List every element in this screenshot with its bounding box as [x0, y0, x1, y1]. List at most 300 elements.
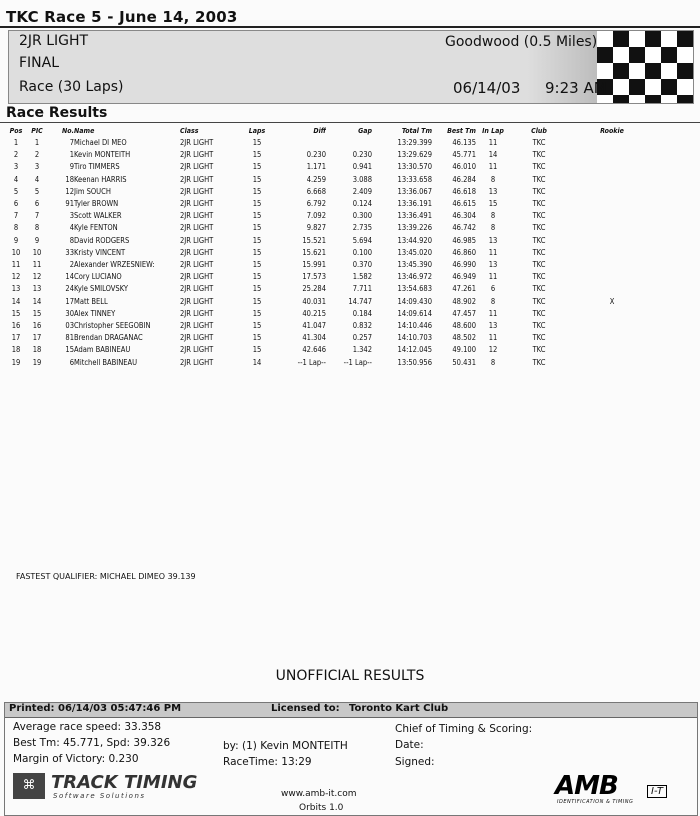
- race-name: Race (30 Laps): [19, 79, 124, 95]
- cell-pos: 9: [13, 235, 19, 245]
- cell-diff: 6.792: [306, 199, 326, 209]
- race-time: 9:23 AM: [545, 79, 607, 97]
- cell-club: TKC: [532, 296, 546, 306]
- table-row: [6, 198, 656, 210]
- cell-pos: 8: [13, 223, 19, 233]
- cell-rookie: [568, 283, 656, 295]
- cell-rookie: [568, 259, 656, 271]
- cell-best-time: 46.985: [452, 235, 476, 245]
- race-banner: [8, 30, 694, 104]
- cell-pic: 14: [32, 296, 42, 306]
- table-row: [6, 344, 656, 356]
- cell-diff: 41.304: [302, 333, 326, 343]
- cell-number: 12: [65, 186, 74, 196]
- footer-bar: [5, 703, 697, 718]
- cell-name: Keenan HARRIS: [74, 174, 127, 184]
- cell-number: 1: [69, 150, 74, 160]
- cell-class: 2JR LIGHT: [180, 162, 214, 172]
- cell-in-lap: 12: [488, 345, 498, 355]
- cell-class: 2JR LIGHT: [180, 357, 214, 367]
- cell-club: TKC: [532, 235, 546, 245]
- amb-logo-it: I-T: [647, 785, 667, 798]
- cell-total-time: 13:54.683: [397, 284, 432, 294]
- cell-in-lap: 11: [488, 333, 498, 343]
- cell-rookie: [568, 186, 656, 198]
- cell-gap: 0.184: [352, 308, 372, 318]
- cell-in-lap: 8: [490, 211, 496, 221]
- cell-class: 2JR LIGHT: [180, 138, 214, 147]
- cell-in-lap: 11: [488, 272, 498, 282]
- cell-best-time: 46.990: [452, 260, 476, 270]
- cell-gap: 14.747: [348, 296, 372, 306]
- race-time-total: RaceTime: 13:29: [223, 756, 312, 768]
- cell-best-time: 46.010: [452, 162, 476, 172]
- cell-diff: 17.573: [302, 272, 326, 282]
- cell-rookie: [568, 332, 656, 344]
- table-row: [6, 296, 656, 308]
- cell-diff: 15.521: [302, 235, 326, 245]
- cell-class: 2JR LIGHT: [180, 199, 214, 209]
- column-header-number: No.: [62, 127, 74, 135]
- cell-rookie: X: [609, 296, 615, 306]
- cell-club: TKC: [532, 308, 546, 318]
- cell-in-lap: 13: [488, 235, 498, 245]
- cell-club: TKC: [532, 272, 546, 282]
- column-header-best-time: Best Tm: [447, 127, 476, 135]
- cell-pic: 10: [32, 247, 42, 257]
- footer-panel: [4, 702, 698, 816]
- table-row: [6, 210, 656, 222]
- track-name: Goodwood (0.5 Miles): [445, 34, 598, 50]
- cell-laps: 15: [252, 284, 262, 294]
- cell-in-lap: 11: [488, 162, 498, 172]
- cell-diff: 40.215: [302, 308, 326, 318]
- cell-best-time: 50.431: [452, 357, 476, 367]
- cell-total-time: 13:45.020: [397, 247, 432, 257]
- cell-club: TKC: [532, 199, 546, 209]
- cell-name: Alex TINNEY: [74, 308, 116, 318]
- table-row: [6, 186, 656, 198]
- cell-pic: 3: [34, 162, 40, 172]
- average-speed: Average race speed: 33.358: [13, 721, 162, 733]
- cell-rookie: [568, 320, 656, 332]
- cell-total-time: 13:36.067: [397, 186, 432, 196]
- column-header-total-time: Total Tm: [401, 127, 432, 135]
- cell-diff: 7.092: [306, 211, 326, 221]
- cell-club: TKC: [532, 321, 546, 331]
- race-date: 06/14/03: [453, 79, 521, 97]
- cell-laps: 15: [252, 333, 262, 343]
- cell-club: TKC: [532, 260, 546, 270]
- cell-club: TKC: [532, 223, 546, 233]
- cell-gap: 1.582: [352, 272, 372, 282]
- table-row: [6, 137, 656, 149]
- cell-pos: 13: [11, 284, 21, 294]
- cell-name: Tyler BROWN: [74, 199, 119, 209]
- cell-best-time: 49.100: [452, 345, 476, 355]
- cell-rookie: [568, 357, 656, 369]
- cell-total-time: 14:10.446: [397, 321, 432, 331]
- cell-class: 2JR LIGHT: [180, 186, 214, 196]
- cell-laps: 14: [252, 357, 262, 367]
- cell-name: Matt BELL: [74, 296, 108, 306]
- cell-best-time: 48.902: [452, 296, 476, 306]
- cell-best-time: 48.502: [452, 333, 476, 343]
- cell-total-time: 13:36.491: [397, 211, 432, 221]
- cell-number: 17: [65, 296, 74, 306]
- cell-total-time: 13:39.226: [397, 223, 432, 233]
- track-timing-logo: [13, 769, 213, 803]
- cell-club: TKC: [532, 162, 546, 172]
- table-row: [6, 161, 656, 173]
- cell-laps: 15: [252, 162, 262, 172]
- cell-best-time: 46.949: [452, 272, 476, 282]
- cell-pic: 16: [32, 321, 42, 331]
- cell-rookie: [568, 308, 656, 320]
- cell-number: 7: [69, 138, 74, 147]
- cell-pos: 3: [13, 162, 19, 172]
- table-row: [6, 235, 656, 247]
- cell-pic: 1: [34, 138, 40, 147]
- cell-gap: 2.409: [352, 186, 372, 196]
- margin-of-victory: Margin of Victory: 0.230: [13, 753, 139, 765]
- cell-gap: 0.100: [352, 247, 372, 257]
- cell-name: Scott WALKER: [74, 211, 122, 221]
- checkered-flag-icon: [597, 31, 693, 103]
- cell-diff: 9.827: [306, 223, 326, 233]
- cell-number: 14: [65, 272, 74, 282]
- cell-in-lap: 8: [490, 223, 496, 233]
- cell-diff: 15.621: [302, 247, 326, 257]
- cell-pos: 10: [11, 247, 21, 257]
- cell-laps: 15: [252, 150, 262, 160]
- cell-laps: 15: [252, 260, 262, 270]
- amb-logo: [555, 771, 685, 807]
- cell-class: 2JR LIGHT: [180, 296, 214, 306]
- column-header-class: Class: [180, 127, 199, 135]
- column-header-in-lap: In Lap: [482, 127, 504, 135]
- signed-label: Signed:: [395, 756, 435, 768]
- cell-in-lap: 11: [488, 308, 498, 318]
- cell-laps: 15: [252, 223, 262, 233]
- cell-diff: 15.991: [302, 260, 326, 270]
- cell-total-time: 14:10.703: [397, 333, 432, 343]
- track-timing-logo-text: TRACK TIMING: [51, 772, 198, 793]
- table-row: [6, 320, 656, 332]
- cell-best-time: 46.860: [452, 247, 476, 257]
- cell-pos: 7: [13, 211, 19, 221]
- amb-logo-text: AMB: [555, 771, 618, 801]
- cell-name: David RODGERS: [74, 235, 130, 245]
- cell-number: 03: [65, 321, 74, 331]
- column-header-name: Name: [74, 127, 95, 135]
- class-name: 2JR LIGHT: [19, 33, 89, 49]
- cell-gap: 0.257: [352, 333, 372, 343]
- cell-class: 2JR LIGHT: [180, 284, 214, 294]
- cell-name: Brendan DRAGANAC: [74, 333, 143, 343]
- cell-in-lap: 13: [488, 186, 498, 196]
- column-header-gap: Gap: [358, 127, 372, 135]
- cell-club: TKC: [532, 284, 546, 294]
- cell-number: 4: [69, 223, 74, 233]
- header-divider: [0, 26, 700, 28]
- cell-name: Mitchell BABINEAU: [74, 357, 138, 367]
- cell-class: 2JR LIGHT: [180, 333, 214, 343]
- cell-club: TKC: [532, 211, 546, 221]
- cell-pos: 1: [13, 138, 19, 147]
- licensed-to: Toronto Kart Club: [349, 703, 449, 714]
- cell-gap: 0.230: [352, 150, 372, 160]
- cell-laps: 15: [252, 296, 262, 306]
- cell-in-lap: 8: [490, 174, 496, 184]
- cell-in-lap: 11: [488, 247, 498, 257]
- fastest-qualifier: FASTEST QUALIFIER: MICHAEL DIMEO 39.139: [16, 572, 196, 581]
- cell-class: 2JR LIGHT: [180, 174, 214, 184]
- cell-gap: --1 Lap--: [343, 357, 372, 367]
- table-row: [6, 332, 656, 344]
- cell-pos: 17: [11, 333, 21, 343]
- cell-total-time: 13:30.570: [397, 162, 432, 172]
- cell-diff: 6.668: [306, 186, 326, 196]
- cell-rookie: [568, 198, 656, 210]
- amb-logo-subtitle: IDENTIFICATION & TIMING: [557, 799, 634, 805]
- column-header-diff: Diff: [313, 127, 326, 135]
- column-header-laps: Laps: [248, 127, 266, 135]
- cell-in-lap: 14: [488, 150, 498, 160]
- cell-class: 2JR LIGHT: [180, 321, 214, 331]
- table-row: [6, 283, 656, 295]
- table-row: [6, 259, 656, 271]
- cell-class: 2JR LIGHT: [180, 150, 214, 160]
- column-header-rookie: Rookie: [600, 127, 624, 135]
- cell-best-time: 45.771: [452, 150, 476, 160]
- results-table: [6, 125, 656, 369]
- column-header-pic: PIC: [31, 127, 43, 135]
- cell-class: 2JR LIGHT: [180, 247, 214, 257]
- cell-total-time: 13:33.658: [397, 174, 432, 184]
- cell-class: 2JR LIGHT: [180, 272, 214, 282]
- cell-club: TKC: [532, 138, 546, 147]
- table-row: [6, 222, 656, 234]
- printed-timestamp: Printed: 06/14/03 05:47:46 PM: [9, 703, 182, 714]
- results-divider: [0, 122, 700, 123]
- results-header-row: [6, 125, 656, 137]
- cell-laps: 15: [252, 321, 262, 331]
- cell-name: Cory LUCIANO: [74, 272, 122, 282]
- session-name: FINAL: [19, 55, 60, 71]
- cell-diff: 1.171: [306, 162, 326, 172]
- cell-total-time: 13:46.972: [397, 272, 432, 282]
- unofficial-results: UNOFFICIAL RESULTS: [275, 668, 425, 684]
- column-header-club: Club: [531, 127, 547, 135]
- date-label: Date:: [395, 739, 424, 751]
- cell-diff: 0.230: [306, 150, 326, 160]
- cell-laps: 15: [252, 247, 262, 257]
- cell-best-time: 46.135: [452, 138, 476, 147]
- cell-pos: 4: [13, 174, 19, 184]
- table-row: [6, 357, 656, 369]
- cell-total-time: 14:09.430: [397, 296, 432, 306]
- cell-total-time: 13:29.629: [397, 150, 432, 160]
- cell-in-lap: 8: [490, 357, 496, 367]
- cell-pic: 2: [34, 150, 40, 160]
- cell-gap: 0.300: [352, 211, 372, 221]
- cell-best-time: 46.304: [452, 211, 476, 221]
- cell-rookie: [568, 161, 656, 173]
- cell-pic: 7: [34, 211, 40, 221]
- cell-gap: 5.694: [352, 235, 372, 245]
- cell-total-time: 13:44.920: [397, 235, 432, 245]
- results-title: Race Results: [6, 105, 108, 121]
- cell-diff: --1 Lap--: [297, 357, 326, 367]
- cell-laps: 15: [252, 174, 262, 184]
- table-row: [6, 308, 656, 320]
- cell-pos: 6: [13, 199, 19, 209]
- cell-pic: 13: [32, 284, 42, 294]
- cell-total-time: 13:29.399: [397, 138, 432, 147]
- cell-club: TKC: [532, 186, 546, 196]
- cell-in-lap: 6: [490, 284, 496, 294]
- cell-in-lap: 13: [488, 321, 498, 331]
- cell-pos: 18: [11, 345, 21, 355]
- cell-club: TKC: [532, 174, 546, 184]
- cell-gap: 0.941: [352, 162, 372, 172]
- cell-number: 9: [69, 162, 74, 172]
- cell-rookie: [568, 344, 656, 356]
- cell-name: Adam BABINEAU: [74, 345, 131, 355]
- table-row: [6, 149, 656, 161]
- cell-gap: 0.124: [352, 199, 372, 209]
- column-header-pos: Pos: [9, 127, 23, 135]
- cell-laps: 15: [252, 186, 262, 196]
- cell-best-time: 46.618: [452, 186, 476, 196]
- cell-pos: 15: [11, 308, 21, 318]
- cell-total-time: 14:12.045: [397, 345, 432, 355]
- cell-pos: 12: [11, 272, 21, 282]
- cell-laps: 15: [252, 345, 262, 355]
- cell-club: TKC: [532, 150, 546, 160]
- cell-club: TKC: [532, 345, 546, 355]
- cell-rookie: [568, 210, 656, 222]
- cell-number: 24: [65, 284, 74, 294]
- cell-rookie: [568, 174, 656, 186]
- cell-class: 2JR LIGHT: [180, 223, 214, 233]
- cell-class: 2JR LIGHT: [180, 308, 214, 318]
- cell-name: Michael DI MEO: [74, 138, 127, 147]
- cell-laps: 15: [252, 211, 262, 221]
- cell-laps: 15: [252, 308, 262, 318]
- cell-laps: 15: [252, 138, 262, 147]
- cell-in-lap: 13: [488, 260, 498, 270]
- cell-diff: 41.047: [302, 321, 326, 331]
- cell-pic: 15: [32, 308, 42, 318]
- cell-pic: 6: [34, 199, 40, 209]
- cell-diff: [276, 137, 326, 149]
- cell-name: Kyle SMILOVSKY: [74, 284, 128, 294]
- cell-rookie: [568, 222, 656, 234]
- cell-rookie: [568, 149, 656, 161]
- cell-number: 33: [65, 247, 74, 257]
- cell-class: 2JR LIGHT: [180, 211, 214, 221]
- cell-number: 6: [69, 357, 74, 367]
- cell-club: TKC: [532, 357, 546, 367]
- cell-laps: 15: [252, 199, 262, 209]
- cell-gap: [326, 137, 372, 149]
- cell-number: 91: [65, 199, 74, 209]
- cell-pic: 9: [34, 235, 40, 245]
- cell-class: 2JR LIGHT: [180, 260, 214, 270]
- cell-pic: 11: [32, 260, 42, 270]
- cell-rookie: [568, 247, 656, 259]
- cell-number: 2: [69, 260, 74, 270]
- cell-gap: 0.370: [352, 260, 372, 270]
- cell-total-time: 13:50.956: [397, 357, 432, 367]
- table-row: [6, 271, 656, 283]
- chief-of-timing: Chief of Timing & Scoring:: [395, 723, 533, 735]
- cell-in-lap: 15: [488, 199, 498, 209]
- cell-gap: 7.711: [352, 284, 372, 294]
- cell-number: 15: [65, 345, 74, 355]
- cell-diff: 4.259: [306, 174, 326, 184]
- cell-best-time: 46.615: [452, 199, 476, 209]
- cell-best-time: 47.457: [452, 308, 476, 318]
- cell-in-lap: 11: [488, 138, 498, 147]
- cell-rookie: [568, 235, 656, 247]
- cell-pos: 16: [11, 321, 21, 331]
- cell-in-lap: 8: [490, 296, 496, 306]
- cell-gap: 1.342: [352, 345, 372, 355]
- cell-pos: 14: [11, 296, 21, 306]
- cell-name: Jim SOUCH: [74, 186, 111, 196]
- cell-club: TKC: [532, 333, 546, 343]
- table-row: [6, 174, 656, 186]
- cell-pic: 17: [32, 333, 42, 343]
- cell-diff: 40.031: [302, 296, 326, 306]
- cell-rookie: [568, 137, 656, 149]
- website-link[interactable]: www.amb-it.com: [281, 789, 357, 799]
- cell-name: Alexander WRZESNIEW:: [74, 260, 155, 270]
- cell-laps: 15: [252, 272, 262, 282]
- cell-pic: 12: [32, 272, 42, 282]
- cell-pos: 11: [11, 260, 21, 270]
- cell-pic: 19: [32, 357, 42, 367]
- cell-number: 81: [65, 333, 74, 343]
- software-version: Orbits 1.0: [299, 803, 344, 813]
- cell-class: 2JR LIGHT: [180, 345, 214, 355]
- cell-pic: 4: [34, 174, 40, 184]
- cell-total-time: 13:45.390: [397, 260, 432, 270]
- cell-best-time: 48.600: [452, 321, 476, 331]
- page-title: TKC Race 5 - June 14, 2003: [6, 8, 238, 26]
- cell-pos: 5: [13, 186, 19, 196]
- cell-rookie: [568, 271, 656, 283]
- cell-number: 8: [69, 235, 74, 245]
- cell-name: Kyle FENTON: [74, 223, 118, 233]
- cell-pic: 5: [34, 186, 40, 196]
- cell-name: Christopher SEEGOBIN: [74, 321, 151, 331]
- cell-number: 3: [69, 211, 74, 221]
- cell-pos: 19: [11, 357, 21, 367]
- best-time-by: by: (1) Kevin MONTEITH: [223, 740, 348, 752]
- cell-best-time: 47.261: [452, 284, 476, 294]
- cell-number: 30: [65, 308, 74, 318]
- cell-best-time: 46.742: [452, 223, 476, 233]
- cell-number: 18: [65, 174, 74, 184]
- licensed-label: Licensed to:: [271, 703, 340, 714]
- cell-gap: 0.832: [352, 321, 372, 331]
- cell-class: 2JR LIGHT: [180, 235, 214, 245]
- track-timing-logo-icon: ⌘: [13, 773, 45, 799]
